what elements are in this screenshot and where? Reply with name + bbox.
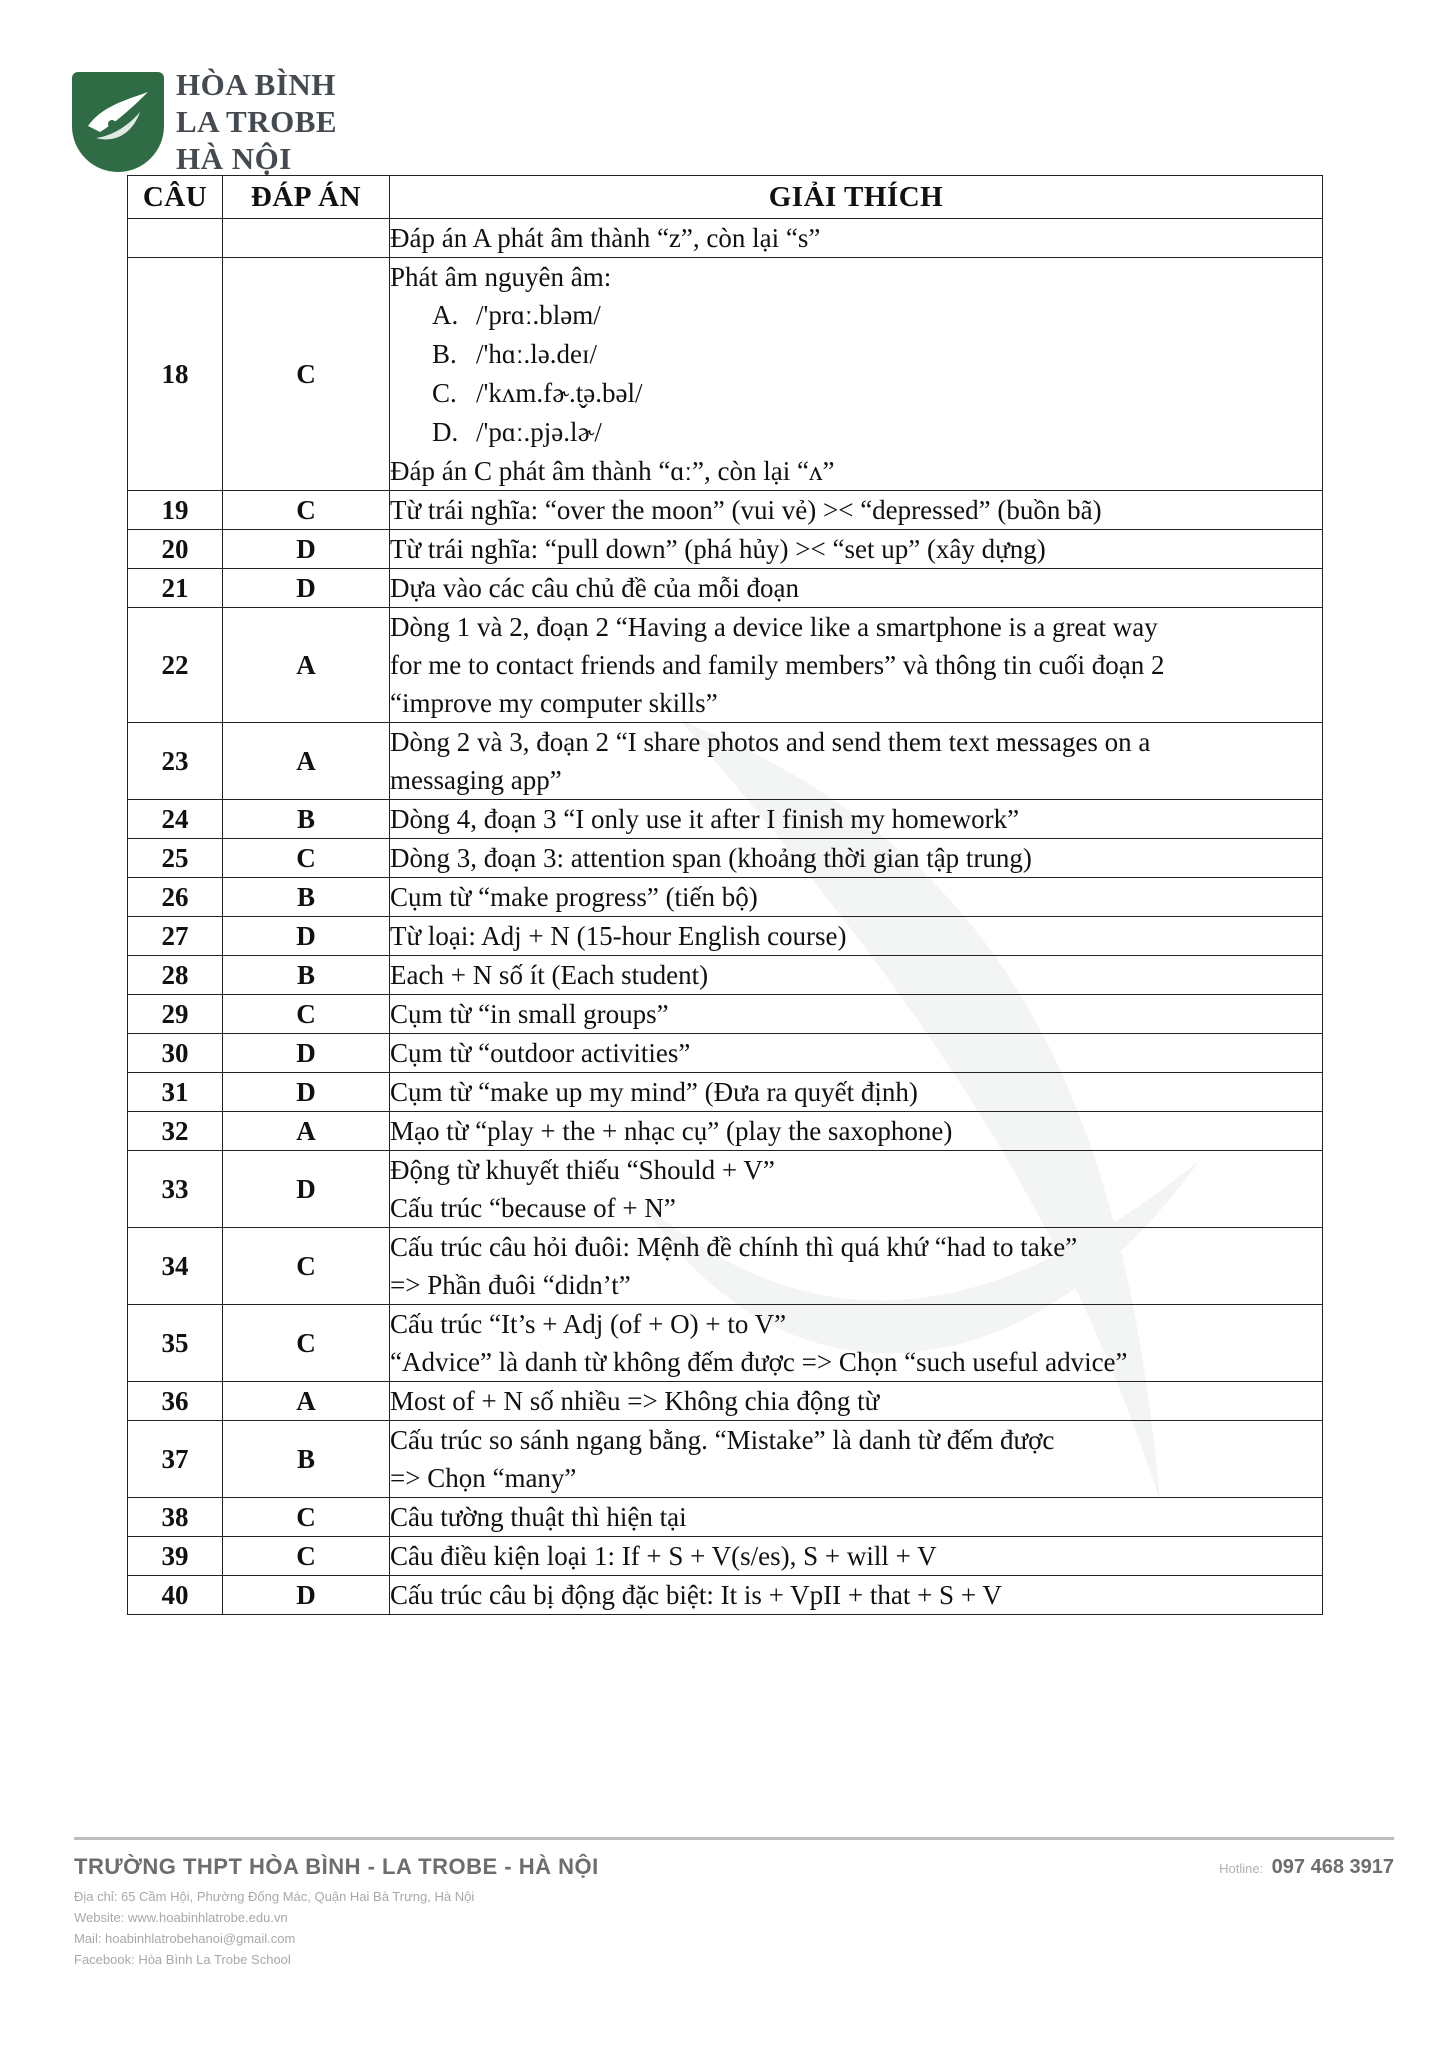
question-number: 37 bbox=[128, 1421, 223, 1498]
explanation-cell bbox=[390, 1112, 1323, 1151]
header-explanation: GIẢI THÍCH bbox=[390, 176, 1323, 219]
explanation-line: Dòng 2 và 3, đoạn 2 “I share photos and send them text messages on a bbox=[390, 727, 1151, 757]
table-row bbox=[128, 1305, 1323, 1382]
header-question: CÂU bbox=[128, 176, 223, 219]
table-row bbox=[128, 569, 1323, 608]
footer-address: Địa chỉ: 65 Cầm Hội, Phường Đống Mác, Quận Hai Bà Trưng, Hà Nội bbox=[74, 1889, 475, 1904]
question-number: 28 bbox=[128, 956, 223, 995]
question-number: 20 bbox=[128, 530, 223, 569]
footer-contact-block bbox=[74, 1886, 474, 1970]
explanation-line: Cấu trúc so sánh ngang bằng. “Mistake” là danh từ đếm được bbox=[390, 1425, 1055, 1455]
logo-line-3: HÀ NỘI bbox=[176, 141, 292, 176]
table-row bbox=[128, 1112, 1323, 1151]
answer-letter: A bbox=[223, 608, 390, 723]
explanation-cell bbox=[390, 878, 1323, 917]
table-row bbox=[128, 608, 1323, 723]
answer-letter bbox=[223, 219, 390, 258]
footer-mail: Mail: hoabinhlatrobehanoi@gmail.com bbox=[74, 1931, 296, 1946]
table-row bbox=[128, 1382, 1323, 1421]
question-number bbox=[128, 219, 223, 258]
explanation-cell bbox=[390, 917, 1323, 956]
explanation-line: => Chọn “many” bbox=[390, 1463, 577, 1493]
option-letter: B. bbox=[432, 339, 457, 369]
explanation-line: Most of + N số nhiều => Không chia động từ bbox=[390, 1386, 880, 1416]
explanation-line: Cấu trúc câu bị động đặc biệt: It is + VpII + that + S + V bbox=[390, 1580, 1002, 1610]
question-number: 19 bbox=[128, 491, 223, 530]
pronunciation-option bbox=[390, 296, 1322, 335]
question-number: 39 bbox=[128, 1537, 223, 1576]
logo-line-1: HÒA BÌNH bbox=[176, 67, 336, 102]
explanation-line: Từ loại: Adj + N (15-hour English course) bbox=[390, 921, 847, 951]
table-row bbox=[128, 491, 1323, 530]
question-number: 24 bbox=[128, 800, 223, 839]
question-number: 31 bbox=[128, 1073, 223, 1112]
table-row bbox=[128, 956, 1323, 995]
answer-letter: D bbox=[223, 917, 390, 956]
question-number: 26 bbox=[128, 878, 223, 917]
explanation-line: for me to contact friends and family members” và thông tin cuối đoạn 2 bbox=[390, 650, 1165, 680]
explanation-cell bbox=[390, 1073, 1323, 1112]
logo-wordmark bbox=[176, 66, 337, 177]
answer-letter: B bbox=[223, 878, 390, 917]
logo-shield-icon bbox=[72, 72, 164, 172]
footer-hotline bbox=[1219, 1856, 1394, 1879]
explanation-line: Dòng 4, đoạn 3 “I only use it after I finish my homework” bbox=[390, 804, 1020, 834]
explanation-cell bbox=[390, 1382, 1323, 1421]
answer-letter: B bbox=[223, 956, 390, 995]
table-row bbox=[128, 917, 1323, 956]
explanation-line: Cụm từ “make progress” (tiến bộ) bbox=[390, 882, 758, 912]
explanation-line: => Phần đuôi “didn’t” bbox=[390, 1270, 631, 1300]
question-number: 32 bbox=[128, 1112, 223, 1151]
explanation-line: Cụm từ “outdoor activities” bbox=[390, 1038, 691, 1068]
explanation-cell bbox=[390, 1498, 1323, 1537]
explanation-cell bbox=[390, 530, 1323, 569]
answer-letter: A bbox=[223, 1382, 390, 1421]
explanation-line: Phát âm nguyên âm: bbox=[390, 262, 612, 292]
explanation-line: Đáp án A phát âm thành “z”, còn lại “s” bbox=[390, 223, 821, 253]
explanation-line: Đáp án C phát âm thành “ɑː”, còn lại “ʌ” bbox=[390, 456, 835, 486]
explanation-cell bbox=[390, 1151, 1323, 1228]
explanation-cell bbox=[390, 569, 1323, 608]
footer-facebook: Facebook: Hòa Bình La Trobe School bbox=[74, 1952, 291, 1967]
school-logo bbox=[72, 64, 352, 174]
answer-letter: D bbox=[223, 530, 390, 569]
table-row bbox=[128, 995, 1323, 1034]
question-number: 34 bbox=[128, 1228, 223, 1305]
answer-letter: C bbox=[223, 1498, 390, 1537]
table-row bbox=[128, 219, 1323, 258]
explanation-cell bbox=[390, 258, 1323, 491]
answer-letter: D bbox=[223, 569, 390, 608]
question-number: 29 bbox=[128, 995, 223, 1034]
pronunciation-option bbox=[390, 413, 1322, 452]
header-answer: ĐÁP ÁN bbox=[223, 176, 390, 219]
table-row bbox=[128, 1421, 1323, 1498]
hotline-number: 097 468 3917 bbox=[1271, 1856, 1394, 1878]
explanation-line: Động từ khuyết thiếu “Should + V” bbox=[390, 1155, 775, 1185]
table-header-row bbox=[128, 176, 1323, 219]
explanation-cell bbox=[390, 839, 1323, 878]
table-row bbox=[128, 839, 1323, 878]
option-letter: A. bbox=[432, 300, 459, 330]
table-row bbox=[128, 723, 1323, 800]
explanation-line: “Advice” là danh từ không đếm được => Chọn “such useful advice” bbox=[390, 1347, 1128, 1377]
question-number: 36 bbox=[128, 1382, 223, 1421]
table-row bbox=[128, 800, 1323, 839]
question-number: 30 bbox=[128, 1034, 223, 1073]
answer-letter: C bbox=[223, 995, 390, 1034]
answer-letter: D bbox=[223, 1151, 390, 1228]
explanation-cell bbox=[390, 800, 1323, 839]
table-row bbox=[128, 1073, 1323, 1112]
table-body bbox=[128, 219, 1323, 1615]
explanation-line: Câu tường thuật thì hiện tại bbox=[390, 1502, 687, 1532]
answer-letter: B bbox=[223, 1421, 390, 1498]
answer-letter: D bbox=[223, 1576, 390, 1615]
explanation-line: Từ trái nghĩa: “over the moon” (vui vẻ) >< “depressed” (buồn bã) bbox=[390, 495, 1102, 525]
answer-letter: C bbox=[223, 491, 390, 530]
question-number: 40 bbox=[128, 1576, 223, 1615]
explanation-line: Mạo từ “play + the + nhạc cụ” (play the saxophone) bbox=[390, 1116, 953, 1146]
explanation-line: Each + N số ít (Each student) bbox=[390, 960, 709, 990]
question-number: 25 bbox=[128, 839, 223, 878]
answer-letter: C bbox=[223, 1537, 390, 1576]
table-row bbox=[128, 530, 1323, 569]
explanation-line: Từ trái nghĩa: “pull down” (phá hủy) >< “set up” (xây dựng) bbox=[390, 534, 1046, 564]
table-row bbox=[128, 1228, 1323, 1305]
answer-letter: C bbox=[223, 258, 390, 491]
option-transcription: /'hɑː.lə.deɪ/ bbox=[476, 339, 597, 369]
logo-line-2: LA TROBE bbox=[176, 104, 338, 139]
explanation-cell bbox=[390, 1576, 1323, 1615]
explanation-cell bbox=[390, 1034, 1323, 1073]
footer-website: Website: www.hoabinhlatrobe.edu.vn bbox=[74, 1910, 288, 1925]
footer-divider bbox=[74, 1837, 1394, 1840]
explanation-cell bbox=[390, 723, 1323, 800]
answer-letter: A bbox=[223, 1112, 390, 1151]
question-number: 35 bbox=[128, 1305, 223, 1382]
explanation-line: messaging app” bbox=[390, 765, 562, 795]
question-number: 21 bbox=[128, 569, 223, 608]
explanation-line: Dòng 1 và 2, đoạn 2 “Having a device like a smartphone is a great way bbox=[390, 612, 1158, 642]
question-number: 27 bbox=[128, 917, 223, 956]
hotline-label: Hotline: bbox=[1219, 1861, 1264, 1876]
answer-letter: C bbox=[223, 1305, 390, 1382]
explanation-line: Cấu trúc “It’s + Adj (of + O) + to V” bbox=[390, 1309, 787, 1339]
table-row bbox=[128, 1537, 1323, 1576]
answer-letter: D bbox=[223, 1034, 390, 1073]
explanation-line: “improve my computer skills” bbox=[390, 688, 718, 718]
explanation-line: Cấu trúc câu hỏi đuôi: Mệnh đề chính thì quá khứ “had to take” bbox=[390, 1232, 1078, 1262]
table-row bbox=[128, 1034, 1323, 1073]
table-row bbox=[128, 1498, 1323, 1537]
pronunciation-option bbox=[390, 335, 1322, 374]
explanation-cell bbox=[390, 1228, 1323, 1305]
table-row bbox=[128, 878, 1323, 917]
explanation-line: Cụm từ “make up my mind” (Đưa ra quyết định) bbox=[390, 1077, 918, 1107]
explanation-cell bbox=[390, 608, 1323, 723]
answer-letter: D bbox=[223, 1073, 390, 1112]
pronunciation-option bbox=[390, 374, 1322, 413]
answer-letter: C bbox=[223, 839, 390, 878]
question-number: 23 bbox=[128, 723, 223, 800]
explanation-line: Dựa vào các câu chủ đề của mỗi đoạn bbox=[390, 573, 799, 603]
question-number: 38 bbox=[128, 1498, 223, 1537]
answer-letter: B bbox=[223, 800, 390, 839]
question-number: 22 bbox=[128, 608, 223, 723]
explanation-cell bbox=[390, 1421, 1323, 1498]
explanation-cell bbox=[390, 956, 1323, 995]
table-row bbox=[128, 1151, 1323, 1228]
explanation-cell bbox=[390, 491, 1323, 530]
explanation-cell bbox=[390, 1537, 1323, 1576]
table-row bbox=[128, 258, 1323, 491]
explanation-line: Dòng 3, đoạn 3: attention span (khoảng thời gian tập trung) bbox=[390, 843, 1032, 873]
question-number: 18 bbox=[128, 258, 223, 491]
table-row bbox=[128, 1576, 1323, 1615]
question-number: 33 bbox=[128, 1151, 223, 1228]
explanation-cell bbox=[390, 1305, 1323, 1382]
footer-school-name: TRƯỜNG THPT HÒA BÌNH - LA TROBE - HÀ NỘI bbox=[74, 1854, 599, 1879]
answer-letter: C bbox=[223, 1228, 390, 1305]
option-transcription: /'pɑː.pjə.lɚ/ bbox=[476, 417, 602, 447]
explanation-line: Câu điều kiện loại 1: If + S + V(s/es), S + will + V bbox=[390, 1541, 937, 1571]
explanation-cell bbox=[390, 219, 1323, 258]
explanation-cell bbox=[390, 995, 1323, 1034]
answer-letter: A bbox=[223, 723, 390, 800]
explanation-line: Cụm từ “in small groups” bbox=[390, 999, 669, 1029]
option-transcription: /'prɑː.bləm/ bbox=[476, 300, 601, 330]
explanation-line: Cấu trúc “because of + N” bbox=[390, 1193, 676, 1223]
answer-key-table bbox=[127, 175, 1323, 1615]
option-letter: D. bbox=[432, 417, 459, 447]
option-transcription: /'kʌm.fɚ.t̬ə.bəl/ bbox=[476, 378, 643, 408]
option-letter: C. bbox=[432, 378, 457, 408]
